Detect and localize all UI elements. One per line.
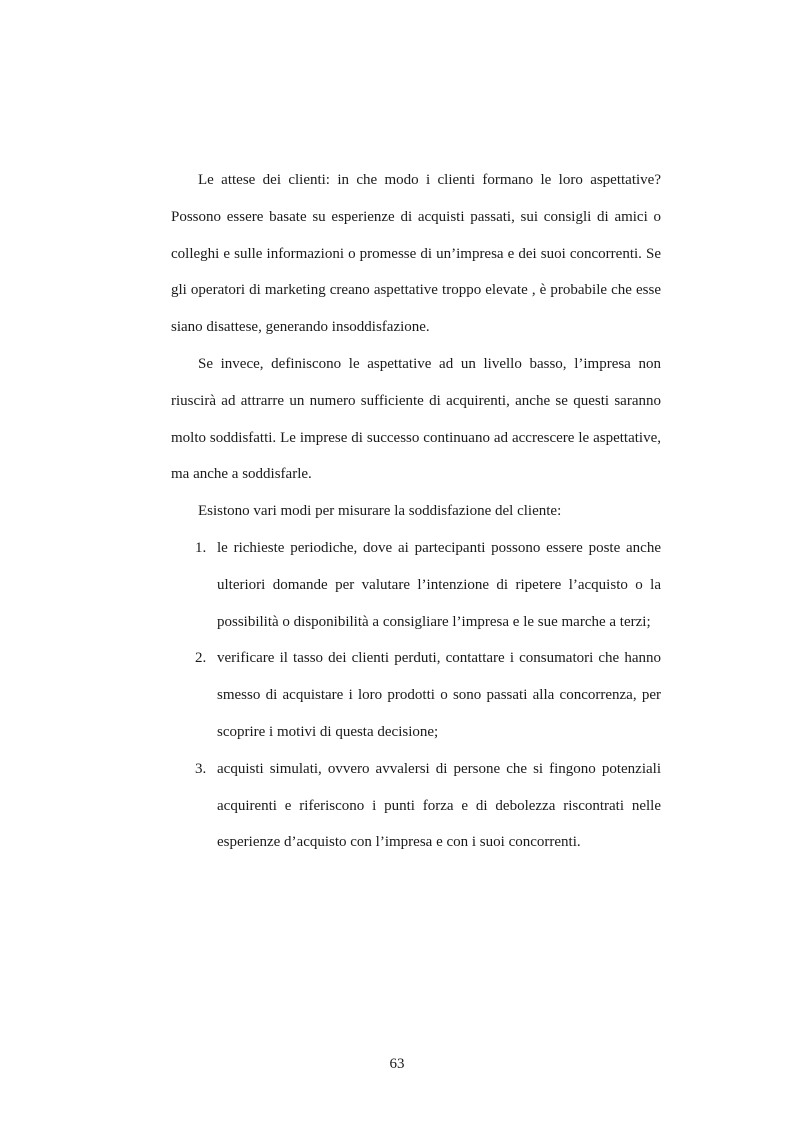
- list-item-number: 2.: [195, 650, 207, 667]
- list-item-number: 1.: [195, 539, 207, 556]
- body-text: [171, 162, 661, 861]
- page-number: 63: [389, 1056, 405, 1072]
- paragraph-low-expectations: Se invece, definiscono le aspettative ad un livello basso, l’impresa non riuscirà ad attrarre un numero sufficiente di acquirenti, anche se questi saranno molto soddisfatti. Le imprese di successo continuano ad accrescere le aspettative, ma anche a soddisfarle.: [171, 355, 661, 483]
- list-item-text: acquisti simulati, ovvero avvalersi di persone che si fingono potenziali acquirenti e riferiscono i punti forza e di debolezza riscontrati nelle esperienze d’acquisto con l’impresa e con i suoi concorrenti.: [217, 760, 661, 851]
- list-item-text: verificare il tasso dei clienti perduti, contattare i consumatori che hanno smesso di acquistare i loro prodotti o sono passati alla concorrenza, per scoprire i motivi di questa decisione;: [217, 650, 661, 740]
- measurement-methods-list: [171, 530, 661, 861]
- list-item-number: 3.: [195, 760, 207, 777]
- paragraph-measurement-intro: Esistono vari modi per misurare la soddisfazione del cliente:: [198, 503, 562, 520]
- list-item: [171, 751, 661, 861]
- paragraph-expectations: Le attese dei clienti: in che modo i clienti formano le loro aspettative? Possono essere basate su esperienze di acquisti passati, sui consigli di amici o colleghi e sulle informazioni o promesse di un’impresa e dei suoi concorrenti. Se gli operatori di marketing creano aspettative troppo elevate , è probabile che esse siano disattese, generando insoddisfazione.: [171, 172, 661, 336]
- list-item-text: le richieste periodiche, dove ai partecipanti possono essere poste anche ulteriori domande per valutare l’intenzione di ripetere l’acquisto o la possibilità o disponibilità a consigliare l’impresa e le sue marche a terzi;: [217, 539, 661, 630]
- list-item: [171, 640, 661, 750]
- list-item: [171, 530, 661, 640]
